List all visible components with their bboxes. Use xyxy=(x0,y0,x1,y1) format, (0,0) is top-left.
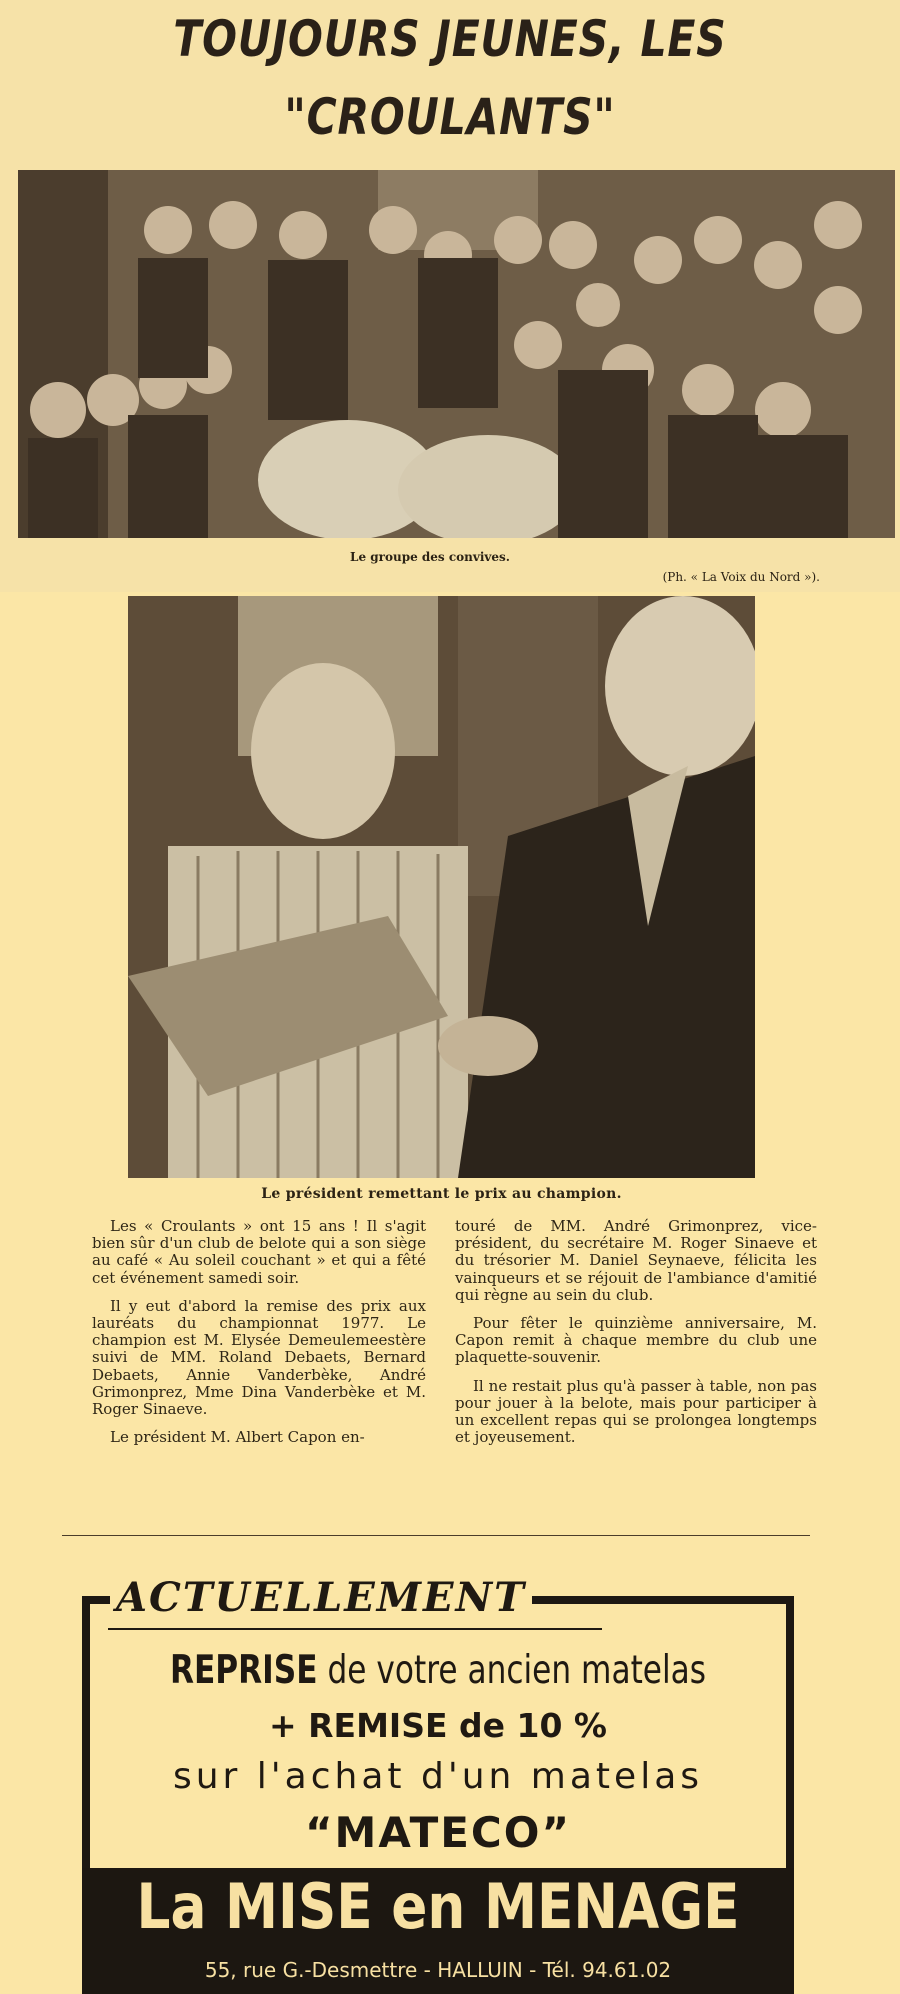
photo-credit: (Ph. « La Voix du Nord »). xyxy=(662,570,820,584)
group-photo-illustration xyxy=(18,170,895,538)
article-paragraph: Pour fêter le quinzième anniversaire, M. Capon remit à chaque membre du club une plaquette-souvenir. xyxy=(455,1314,817,1367)
ad-line-1 xyxy=(153,1648,723,1693)
section-divider xyxy=(62,1535,810,1536)
ad-address: 55, rue G.-Desmettre - HALLUIN - Tél. 94.61.02 xyxy=(204,1958,672,1982)
article-column-2 xyxy=(455,1218,817,1446)
president-photo xyxy=(128,596,755,1178)
ad-line-2: + REMISE de 10 % xyxy=(269,1706,607,1745)
article-column-1 xyxy=(92,1218,426,1446)
president-photo-illustration xyxy=(128,596,755,1178)
group-photo-caption: Le groupe des convives. xyxy=(350,550,510,564)
article-paragraph: touré de MM. André Grimonprez, vice-président, du secrétaire M. Roger Sinaeve et du trésorier M. Daniel Seynaeve, félicita les vainqueurs et se réjouit de l'ambiance d'amitié qui règne au sein du club. xyxy=(455,1217,817,1304)
ad-line-1-rest: de votre ancien matelas xyxy=(317,1648,707,1693)
group-photo xyxy=(18,170,895,538)
article-paragraph: Les « Croulants » ont 15 ans ! Il s'agit bien sûr d'un club de belote qui a son siège au café « Au soleil couchant » et qui a fêté cet événement samedi soir. xyxy=(92,1217,426,1287)
president-photo-caption: Le président remettant le prix au champion. xyxy=(261,1186,622,1202)
ad-brand: “MATECO” xyxy=(304,1808,572,1857)
ad-line-1-bold: REPRISE xyxy=(169,1648,318,1693)
ad-heading: ACTUELLEMENT xyxy=(110,1574,532,1621)
article-paragraph: Le président M. Albert Capon en- xyxy=(110,1428,365,1447)
ad-heading-underline xyxy=(108,1628,602,1630)
ad-store-name: La MISE en MENAGE xyxy=(136,1870,740,1943)
headline-line-1: TOUJOURS JEUNES, LES "CROULANTS" xyxy=(173,10,727,146)
ad-line-3: sur l'achat d'un matelas xyxy=(172,1756,704,1797)
article-paragraph: Il ne restait plus qu'à passer à table, non pas pour jouer à la belote, mais pour participer à un excellent repas qui se prolongea longtemps et joyeusement. xyxy=(455,1376,817,1447)
article-paragraph: Il y eut d'abord la remise des prix aux lauréats du championnat 1977. Le champion est M. Elysée Demeulemeestère suivi de MM. Roland Debaets, Bernard Debaets, Annie Vanderbèke, André Grimonprez, Mme Dina Vanderbèke et M. Roger Sinaeve. xyxy=(92,1296,426,1419)
